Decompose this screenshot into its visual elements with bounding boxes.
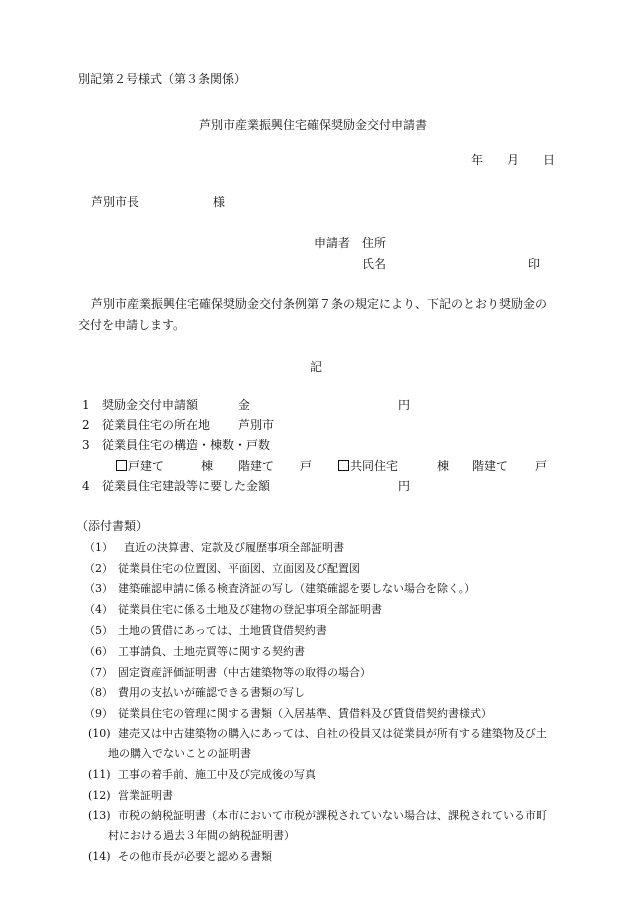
shared-label: 共同住宅	[350, 459, 399, 473]
attachment-14-text: その他市長が必要と認める書類	[118, 850, 272, 863]
attachment-8-text: 費用の支払いが確認できる書類の写し	[118, 686, 305, 699]
item-3-number: 3	[82, 438, 90, 452]
item-4-label: 従業員住宅建設等に要した金額	[102, 479, 271, 493]
item-2-value: 芦別市	[238, 418, 275, 432]
date-day: 日	[543, 153, 556, 167]
attachment-13-text: 市税の納税証明書（本市において市税が課税されていない場合は、課税されている市町	[118, 809, 547, 822]
ki-heading: 記	[310, 360, 323, 374]
attachment-2-no: （2）	[84, 562, 113, 575]
detached-floors-unit: 階建て	[238, 459, 275, 473]
attachment-5-text: 土地の賃借にあっては、土地賃貸借契約書	[118, 624, 327, 637]
addressee-honorific: 様	[213, 195, 226, 209]
attachments-title: （添付書類）	[76, 519, 149, 533]
attachment-11-no: (11)	[88, 768, 111, 781]
shared-option[interactable]	[338, 459, 398, 473]
seal-mark: 印	[528, 257, 541, 271]
item-1-label: 奨励金交付申請額	[102, 398, 199, 412]
attachment-12-text: 営業証明書	[118, 789, 173, 802]
shared-checkbox[interactable]	[338, 460, 349, 471]
date-month: 月	[507, 153, 520, 167]
name-label: 氏名	[362, 257, 387, 271]
item-2-label: 従業員住宅の所在地	[102, 418, 211, 432]
item-1-unit: 円	[398, 398, 411, 412]
attachment-9-no: （9）	[84, 707, 113, 720]
attachment-5-no: （5）	[84, 624, 113, 637]
item-4-unit: 円	[398, 479, 411, 493]
attachment-3-text: 建築確認申請に係る検査済証の写し（建築確認を要しない場合を除く。）	[118, 582, 476, 595]
attachment-7-no: （7）	[84, 666, 113, 679]
attachment-2-text: 従業員住宅の位置図、平面図、立面図及び配置図	[118, 562, 360, 575]
attachment-9-text: 従業員住宅の管理に関する書類（入居基準、賃借料及び賃貸借契約書様式）	[118, 707, 492, 720]
attachment-13-continuation: 村における過去３年間の納税証明書）	[108, 829, 295, 842]
addressee-name: 芦別市長	[91, 195, 140, 209]
attachment-13-no: (13)	[88, 809, 111, 822]
attachment-10-no: (10)	[88, 727, 111, 740]
attachment-7-text: 固定資産評価証明書（中古建築物等の取得の場合）	[118, 666, 371, 679]
attachment-10-continuation: 地の購入でないことの証明書	[108, 747, 251, 760]
attachment-6-no: （6）	[84, 645, 113, 658]
detached-option[interactable]	[116, 459, 164, 473]
form-number: 別記第２号様式（第３条関係）	[78, 72, 247, 86]
document-title: 芦別市産業振興住宅確保奨励金交付申請書	[199, 118, 428, 132]
detached-building-unit: 棟	[201, 459, 214, 473]
item-2-number: 2	[82, 418, 90, 432]
attachment-12-no: (12)	[88, 789, 111, 802]
date-year: 年	[471, 153, 484, 167]
shared-building-unit: 棟	[437, 459, 450, 473]
attachment-8-no: （8）	[84, 686, 113, 699]
body-text-line2: 交付を申請します。	[78, 318, 186, 332]
attachment-1-text: 直近の決算書、定款及び履歴事項全部証明書	[124, 541, 344, 554]
attachment-1-no: （1）	[84, 541, 113, 554]
attachment-6-text: 工事請負、土地売買等に関する契約書	[118, 645, 305, 658]
shared-floors-unit: 階建て	[472, 459, 509, 473]
address-label: 住所	[362, 236, 387, 250]
attachment-10-text: 建売又は中古建築物の購入にあっては、自社の役員又は従業員が所有する建築物及び土	[118, 727, 547, 740]
attachment-4-text: 従業員住宅に係る土地及び建物の登記事項全部証明書	[118, 603, 382, 616]
item-4-number: 4	[82, 479, 90, 493]
attachment-11-text: 工事の着手前、施工中及び完成後の写真	[118, 768, 316, 781]
shared-units-unit: 戸	[535, 459, 548, 473]
attachment-3-no: （3）	[84, 582, 113, 595]
item-3-label: 従業員住宅の構造・棟数・戸数	[102, 438, 271, 452]
detached-label: 戸建て	[128, 459, 165, 473]
item-1-prefix: 金	[238, 398, 251, 412]
body-text-line1: 芦別市産業振興住宅確保奨励金交付条例第７条の規定により、下記のとおり奨励金の	[91, 297, 548, 311]
detached-checkbox[interactable]	[116, 460, 127, 471]
applicant-label: 申請者	[314, 236, 351, 250]
item-1-number: 1	[82, 398, 90, 412]
detached-units-unit: 戸	[300, 459, 313, 473]
attachment-14-no: (14)	[88, 850, 111, 863]
attachment-4-no: （4）	[84, 603, 113, 616]
